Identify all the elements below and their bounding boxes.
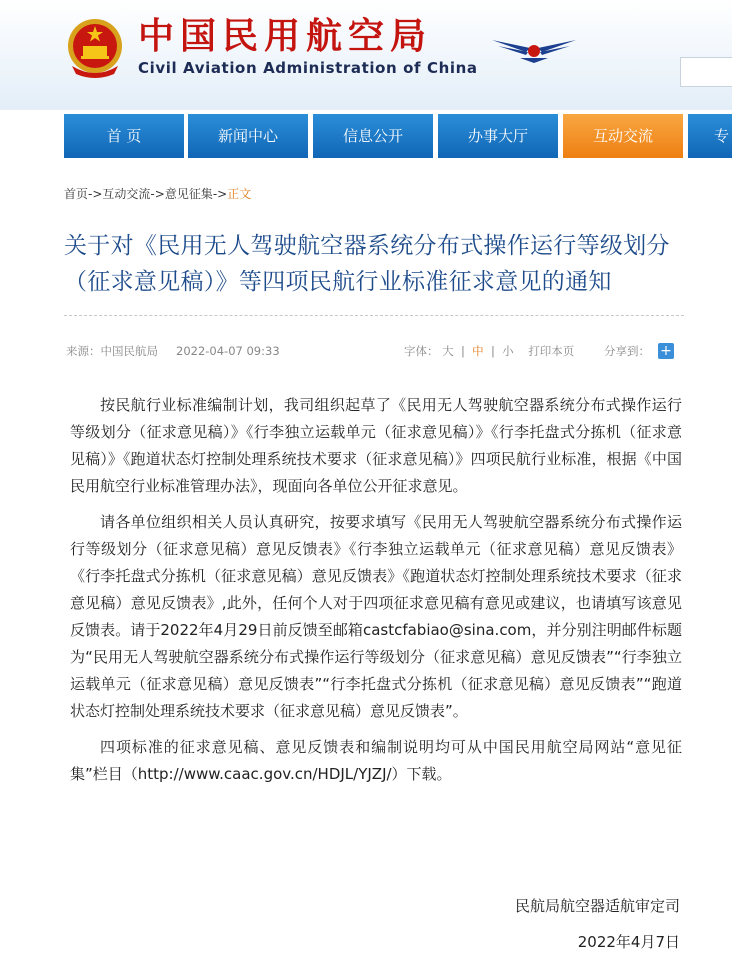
font-size-controls [404,342,574,360]
site-header [0,0,732,110]
breadcrumb-interact-link[interactable]: 互动交流 [102,187,151,201]
search-input[interactable] [680,57,732,87]
nav-info[interactable]: 信息公开 [313,114,433,158]
breadcrumb-consult-link[interactable]: 意见征集 [164,187,213,201]
title-divider [64,315,684,316]
breadcrumb-home-link[interactable]: 首页 [64,187,89,201]
breadcrumb-current: 正文 [227,187,252,201]
font-size-label: 字体： [404,344,439,358]
signature-date: 2022年4月7日 [577,933,680,951]
font-size-medium[interactable]: 中 [472,344,484,358]
breadcrumb-separator: -> [88,187,103,201]
breadcrumb-separator: -> [150,187,165,201]
site-subtitle-en: Civil Aviation Administration of China [138,59,478,77]
site-title: 中国民用航空局 [138,15,433,57]
article-paragraph: 请各单位组织相关人员认真研究，按要求填写《民用无人驾驶航空器系统分布式操作运行等级划分（征求意见稿）意见反馈表》《行李独立运载单元（征求意见稿）意见反馈表》《行李托盘式分拣机（征求意见稿）意见反馈表》《跑道状态灯控制处理系统技术要求（征求意见稿）意见反馈表》,此外，任何个人对于四项征求意见稿有意见或建议，也请填写该意见反馈表。请于2022年4月29日前反馈至邮箱castcfabiao@sina.com，并分别注明邮件标题为“民用无人驾驶航空器系统分布式操作运行等级划分（征求意见稿）意见反馈表”“行李独立运载单元（征求意见稿）意见反馈表”“行李托盘式分拣机（征求意见稿）意见反馈表”“跑道状态灯控制处理系统技术要求（征求意见稿）意见反馈表”。 [70,513,682,720]
nav-home[interactable]: 首 页 [64,114,184,158]
nav-services[interactable]: 办事大厅 [438,114,558,158]
breadcrumb [64,185,251,203]
signature-org: 民航局航空器适航审定司 [514,897,680,915]
font-size-large[interactable]: 大 [442,344,454,358]
article-date: 2022-04-07 09:33 [176,344,280,358]
font-size-separator: | [460,344,465,358]
share-plus-icon[interactable]: + [658,343,674,359]
article-paragraph: 四项标准的征求意见稿、意见反馈表和编制说明均可从中国民用航空局网站“意见征集”栏目（http://www.caac.gov.cn/HDJL/YJZJ/）下载。 [70,738,682,783]
nav-interact[interactable]: 互动交流 [563,114,683,158]
article-title: 关于对《民用无人驾驶航空器系统分布式操作运行等级划分（征求意见稿）》等四项民航行业标准征求意见的通知 [64,233,670,295]
font-size-separator: | [490,344,495,358]
font-size-small[interactable]: 小 [502,344,514,358]
caac-wing-logo-icon [490,34,578,64]
nav-special[interactable]: 专 [688,114,732,158]
nav-news[interactable]: 新闻中心 [188,114,308,158]
article-paragraph: 按民航行业标准编制计划，我司组织起草了《民用无人驾驶航空器系统分布式操作运行等级划分（征求意见稿）》《行李独立运载单元（征求意见稿）》《行李托盘式分拣机（征求意见稿）》《跑道状态灯控制处理系统技术要求（征求意见稿）》四项民航行业标准，根据《中国民用航空行业标准管理办法》，现面向各单位公开征求意见。 [70,396,682,495]
breadcrumb-separator: -> [212,187,228,201]
share-label: 分享到： [604,344,650,358]
article-source: 来源：中国民航局 [66,344,158,358]
national-emblem-icon [64,16,126,80]
print-link[interactable]: 打印本页 [528,344,575,358]
article-body [70,392,682,797]
